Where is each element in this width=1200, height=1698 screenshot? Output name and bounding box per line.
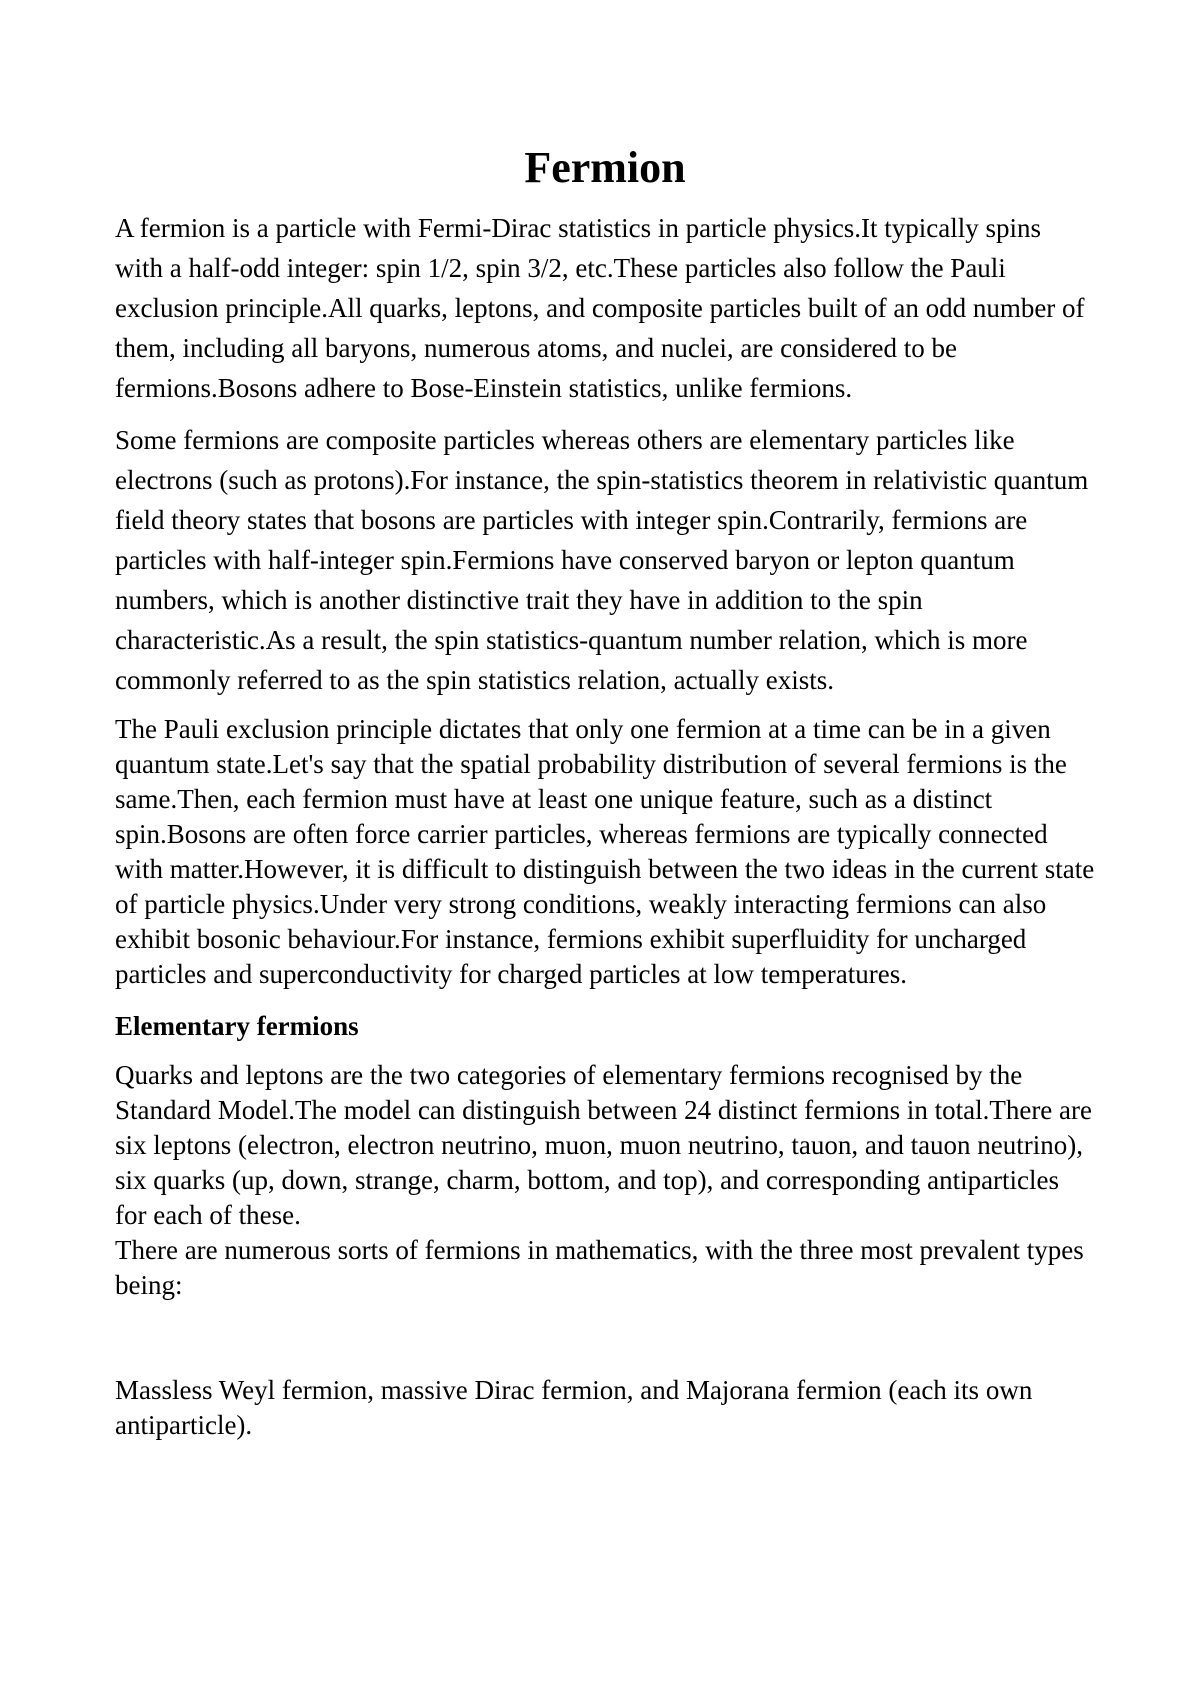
paragraph-composite: Some fermions are composite particles whereas others are elementary particles like electrons (such as protons).For instance, the spin-statistics theorem in relativistic quantum field theory states that bosons are particles with integer spin.Contrarily, fermions are particles with half-integer spin.Fermions have conserved baryon or lepton quantum numbers, which is another distinctive trait they have in addition to the spin characteristic.As a result, the spin statistics-quantum number relation, which is more commonly referred to as the spin statistics relation, actually exists. bbox=[115, 425, 1089, 695]
paragraph-types: Massless Weyl fermion, massive Dirac fermion, and Majorana fermion (each its own antiparticle). bbox=[115, 1375, 1033, 1440]
paragraph-intro: A fermion is a particle with Fermi-Dirac statistics in particle physics.It typically spins with a half-odd integer: spin 1/2, spin 3/2, etc.These particles also follow the Pauli exclusion principle.All quarks, leptons, and composite particles built of an odd number of them, including all baryons, numerous atoms, and nuclei, are considered to be fermions.Bosons adhere to Bose-Einstein statistics, unlike fermions. bbox=[115, 213, 1085, 403]
section-heading: Elementary fermions bbox=[115, 1011, 359, 1041]
paragraph-pauli: The Pauli exclusion principle dictates that only one fermion at a time can be in a given quantum state.Let's say that the spatial probability distribution of several fermions is the same.Then, each fermion must have at least one unique feature, such as a distinct spin.Bosons are often force carrier particles, whereas fermions are typically connected with matter.However, it is difficult to distinguish between the two ideas in the current state of particle physics.Under very strong conditions, weakly interacting fermions can also exhibit bosonic behaviour.For instance, fermions exhibit superfluidity for uncharged particles and superconductivity for charged particles at low temperatures. bbox=[115, 714, 1095, 989]
paragraph-elementary: Quarks and leptons are the two categories of elementary fermions recognised by the Standard Model.The model can distinguish between 24 distinct fermions in total.There are six leptons (electron, electron neutrino, muon, muon neutrino, tauon, and tauon neutrino), six quarks (up, down, strange, charm, bottom, and top), and corresponding antiparticles for each of these. bbox=[115, 1060, 1092, 1230]
blank-space bbox=[115, 1303, 1095, 1373]
document-page bbox=[115, 140, 1095, 1443]
paragraph-mathematics: There are numerous sorts of fermions in mathematics, with the three most prevalent types being: bbox=[115, 1235, 1084, 1300]
document-title: Fermion bbox=[524, 143, 686, 192]
